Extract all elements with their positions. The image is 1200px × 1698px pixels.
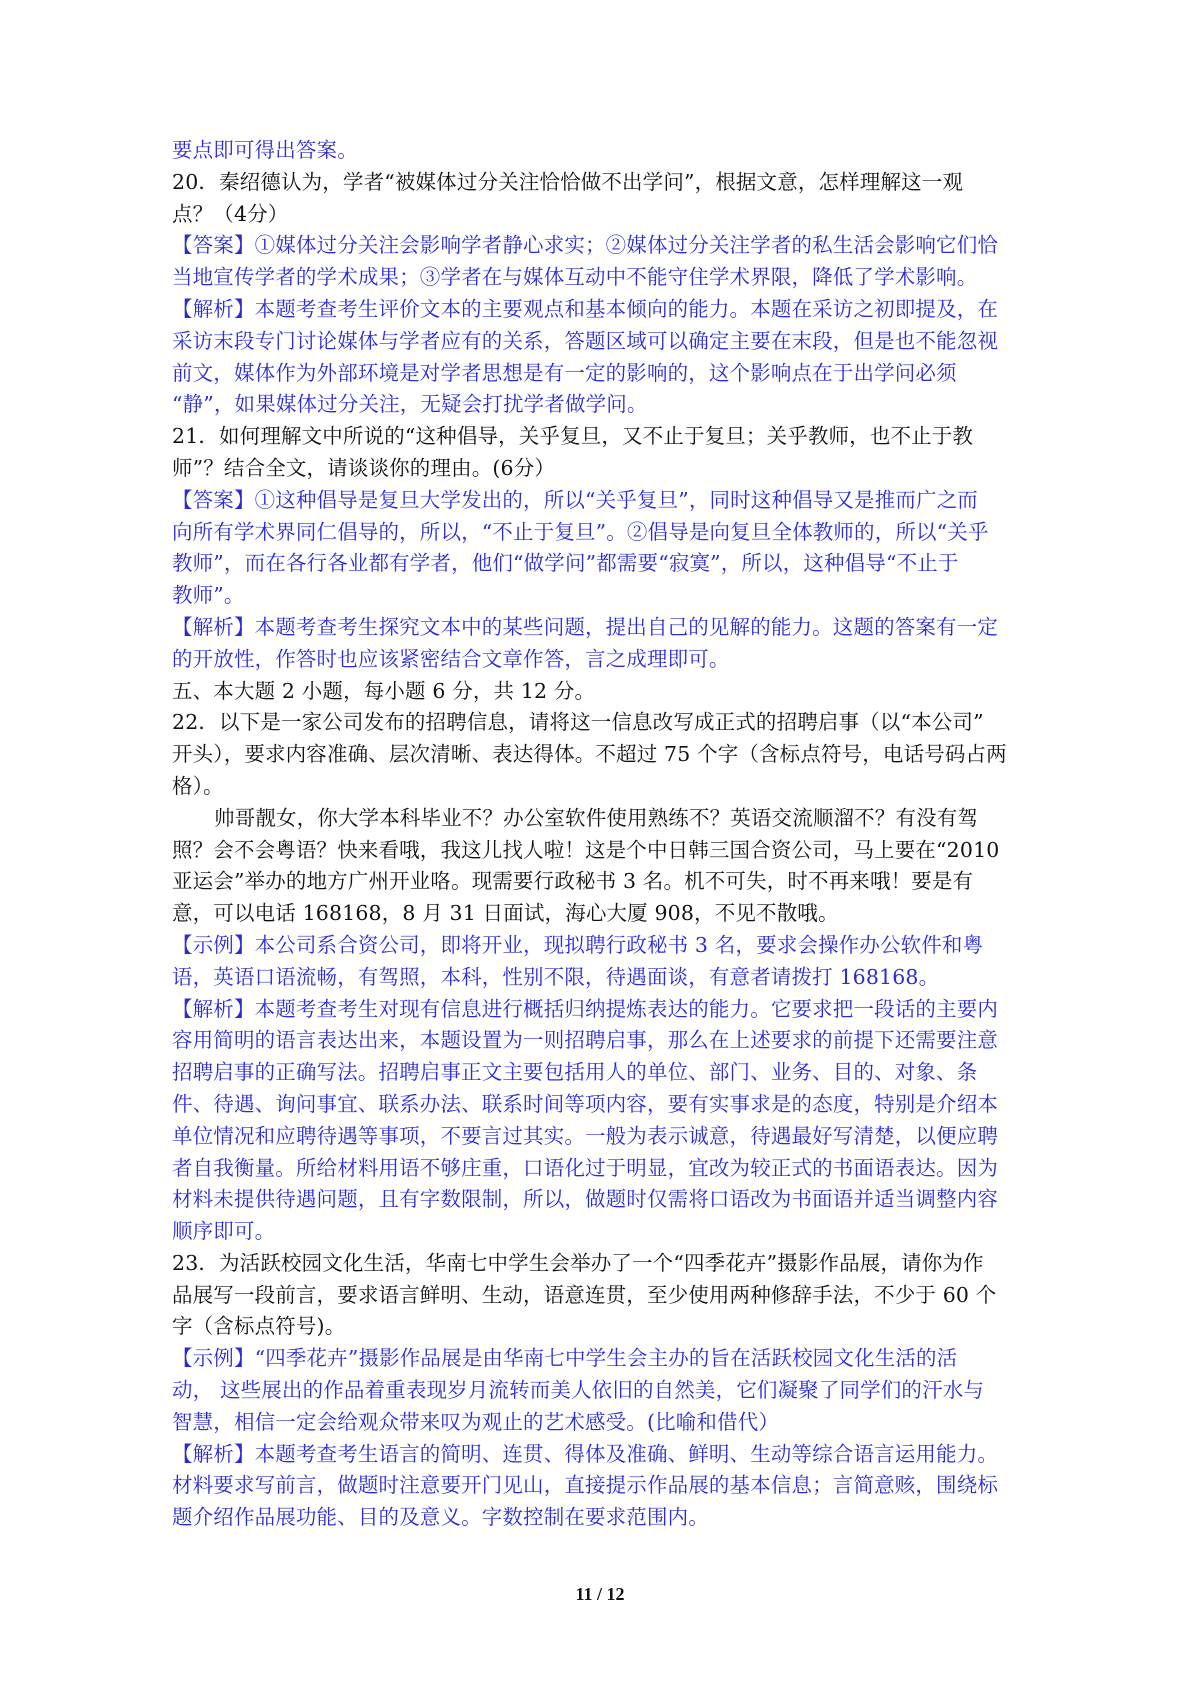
document-body: [172, 135, 1042, 1534]
text-line: 教师”，而在各行各业都有学者，他们“做学问”都需要“寂寞”，所以，这种倡导“不止于: [172, 551, 959, 576]
text-line: 【解析】本题考查考生语言的简明、连贯、得体及准确、鲜明、生动等综合语言运用能力。: [172, 1441, 998, 1466]
text-line: 材料要求写前言，做题时注意要开门见山，直接提示作品展的基本信息；言简意赅，围绕标: [172, 1473, 998, 1498]
text-line: 23．为活跃校园文化生活，华南七中学生会举办了一个“四季花卉”摄影作品展，请你为作: [172, 1250, 984, 1275]
text-line: 【示例】本公司系合资公司，即将开业，现拟聘行政秘书 3 名，要求会操作办公软件和粤: [172, 932, 984, 957]
text-line: 格）。: [172, 773, 224, 798]
text-line: 者自我衡量。所给材料用语不够庄重，口语化过于明显，宜改为较正式的书面语表达。因为: [172, 1155, 998, 1180]
text-line: 开头），要求内容准确、层次清晰、表达得体。不超过 75 个字（含标点符号，电话号码占两: [172, 742, 1007, 767]
text-line: 照？会不会粤语？快来看哦，我这儿找人啦！这是个中日韩三国合资公司，马上要在“2010: [172, 837, 1000, 862]
text-line: 【解析】本题考查考生评价文本的主要观点和基本倾向的能力。本题在采访之初即提及，在: [172, 296, 998, 321]
text-line: 22．以下是一家公司发布的招聘信息，请将这一信息改写成正式的招聘启事（以“本公司”: [172, 710, 984, 735]
text-line: 容用简明的语言表达出来，本题设置为一则招聘启事，那么在上述要求的前提下还需要注意: [172, 1028, 998, 1053]
text-line: 采访末段专门讨论媒体与学者应有的关系，答题区域可以确定主要在末段，但是也不能忽视: [172, 328, 998, 353]
text-line: 当地宣传学者的学术成果；③学者在与媒体互动中不能守住学术界限，降低了学术影响。: [172, 265, 978, 290]
text-line: 【示例】“四季花卉”摄影作品展是由华南七中学生会主办的旨在活跃校园文化生活的活: [172, 1346, 958, 1371]
text-line: 教师”。: [172, 583, 245, 608]
text-line: 智慧，相信一定会给观众带来叹为观止的艺术感受。(比喻和借代）: [172, 1409, 779, 1434]
text-line: 前文，媒体作为外部环境是对学者思想是有一定的影响的，这个影响点在于出学问必须: [172, 360, 957, 385]
text-line: 品展写一段前言，要求语言鲜明、生动，语意连贯，至少使用两种修辞手法，不少于 60 个: [172, 1282, 997, 1307]
page-number: 11 / 12: [575, 1584, 625, 1604]
text-line: 题介绍作品展功能、目的及意义。字数控制在要求范围内。: [172, 1505, 709, 1530]
text-line: 【答案】①媒体过分关注会影响学者静心求实；②媒体过分关注学者的私生活会影响它们恰: [172, 233, 998, 258]
text-line: 向所有学术界同仁倡导的，所以，“不止于复旦”。②倡导是向复旦全体教师的，所以“关乎: [172, 519, 989, 544]
text-line: 的开放性，作答时也应该紧密结合文章作答，言之成理即可。: [172, 646, 730, 671]
text-line: 意，可以电话 168168，8 月 31 日面试，海心大厦 908，不见不散哦。: [172, 901, 839, 926]
text-line: 材料未提供待遇问题，且有字数限制，所以，做题时仅需将口语改为书面语并适当调整内容: [172, 1187, 998, 1212]
text-line: 亚运会”举办的地方广州开业咯。现需要行政秘书 3 名。机不可失，时不再来哦！要是有: [172, 869, 974, 894]
text-line: 点？（4分）: [172, 201, 289, 226]
text-line: 字（含标点符号)。: [172, 1314, 346, 1339]
text-line: 21．如何理解文中所说的“这种倡导，关乎复旦，又不止于复旦；关乎教师，也不止于教: [172, 424, 974, 449]
text-line: 【答案】①这种倡导是复旦大学发出的，所以“关乎复旦”，同时这种倡导又是推而广之而: [172, 487, 978, 512]
text-line: 语，英语口语流畅，有驾照，本科，性别不限，待遇面谈，有意者请拨打 168168。: [172, 964, 940, 989]
text-line: 【解析】本题考查考生探究文本中的某些问题，提出自己的见解的能力。这题的答案有一定: [172, 614, 998, 639]
text-line: 【解析】本题考查考生对现有信息进行概括归纳提炼表达的能力。它要求把一段话的主要内: [172, 996, 998, 1021]
text-line: 单位情况和应聘待遇等事项，不要言过其实。一般为表示诚意，待遇最好写清楚，以便应聘: [172, 1123, 998, 1148]
text-line: 要点即可得出答案。: [172, 138, 358, 162]
text-line: “静”，如果媒体过分关注，无疑会打扰学者做学问。: [172, 392, 648, 417]
text-line: 五、本大题 2 小题，每小题 6 分，共 12 分。: [172, 678, 596, 703]
text-line: 动， 这些展出的作品着重表现岁月流转而美人依旧的自然美，它们凝聚了同学们的汗水与: [172, 1378, 985, 1403]
text-line: 20．秦绍德认为，学者“被媒体过分关注恰恰做不出学问”，根据文意，怎样理解这一观: [172, 169, 964, 194]
text-line: 师”？结合全文，请谈谈你的理由。(6分）: [172, 455, 556, 480]
text-line: 顺序即可。: [172, 1219, 276, 1244]
text-line: 件、待遇、询问事宜、联系办法、联系时间等项内容，要有实事求是的态度，特别是介绍本: [172, 1091, 998, 1116]
text-line: 帅哥靓女，你大学本科毕业不？办公室软件使用熟练不？英语交流顺溜不？有没有驾: [214, 805, 979, 830]
text-line: 招聘启事的正确写法。招聘启事正文主要包括用人的单位、部门、业务、目的、对象、条: [172, 1060, 978, 1085]
